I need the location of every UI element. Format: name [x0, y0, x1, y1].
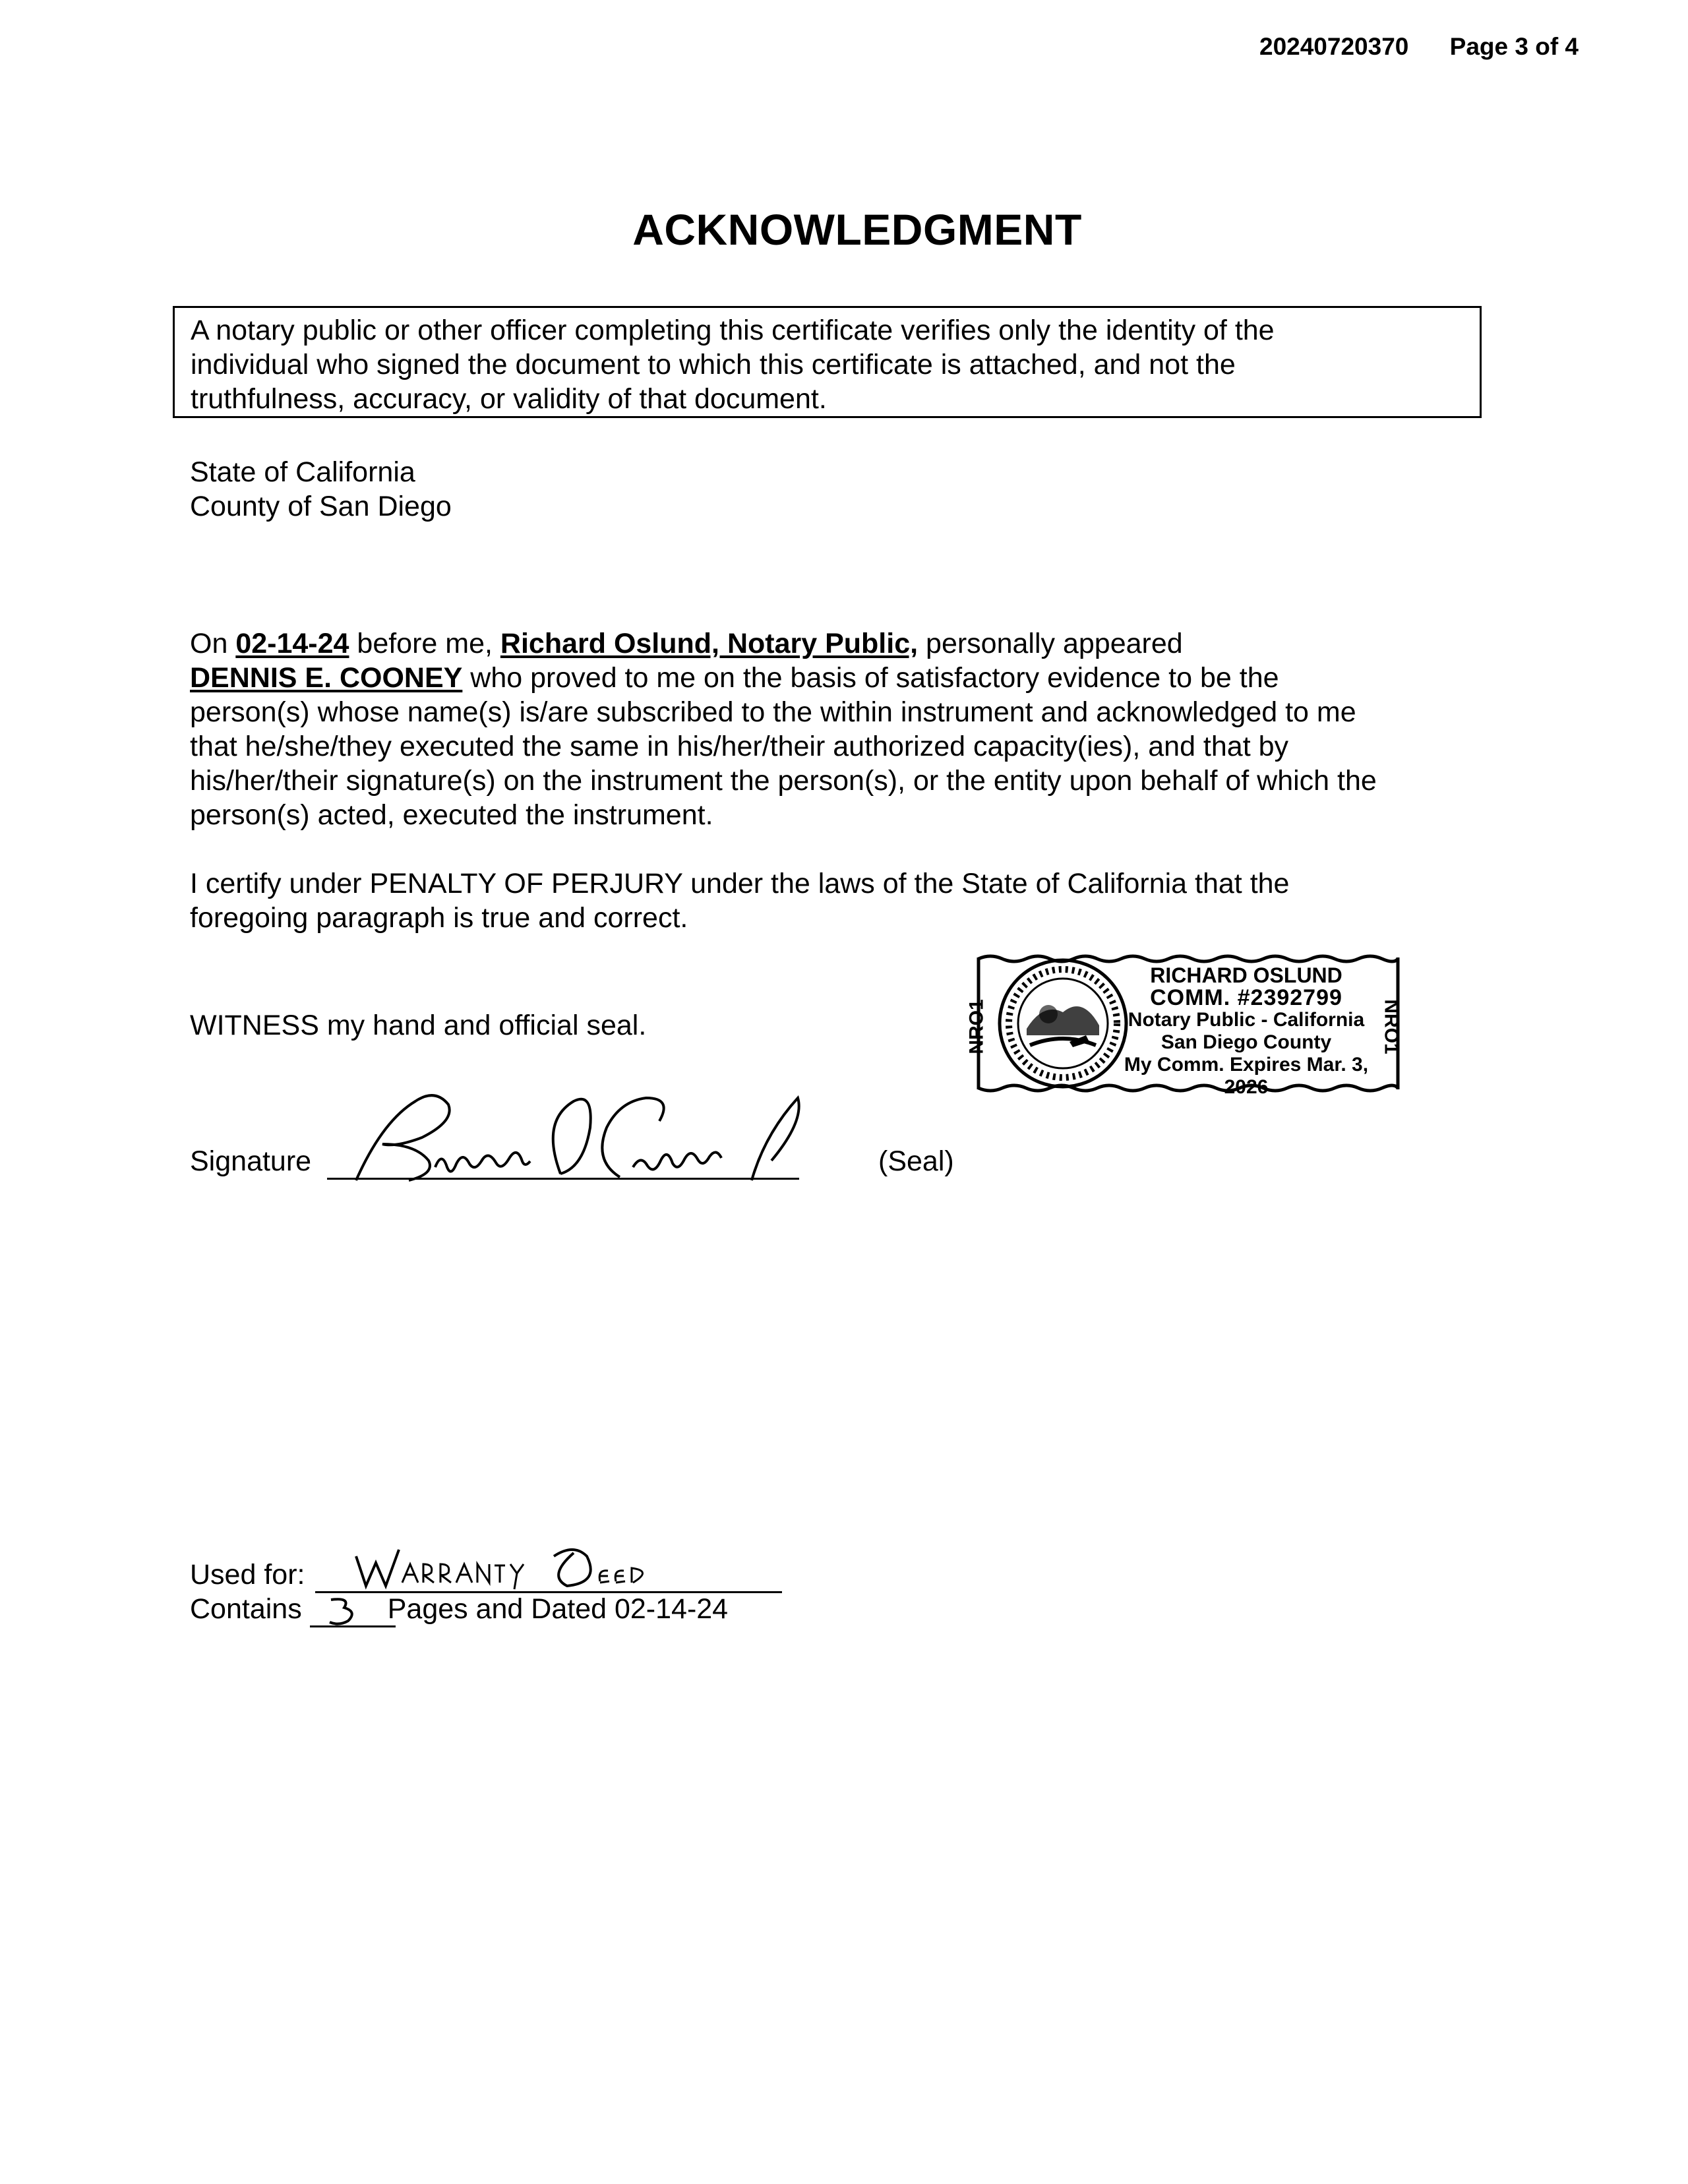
ack-line: person(s) whose name(s) is/are subscribed to the within instrument and acknowledged to me	[190, 696, 1356, 728]
venue-county: County of San Diego	[190, 491, 452, 522]
stamp-commission: COMM. #2392799	[1150, 985, 1342, 1010]
ack-line	[190, 626, 1377, 661]
handwritten-used-for	[349, 1536, 719, 1596]
ack-line: his/her/their signature(s) on the instrument the person(s), or the entity upon behalf of which the	[190, 765, 1377, 797]
stamp-code-left: NRO1	[965, 999, 988, 1054]
disclaimer-line: A notary public or other officer completing this certificate verifies only the identity of the	[191, 315, 1275, 346]
venue-state: State of California	[190, 456, 415, 488]
ack-line	[190, 661, 1377, 695]
disclaimer-line: individual who signed the document to which this certificate is attached, and not the	[191, 349, 1236, 380]
stamp-expiration: My Comm. Expires Mar. 3, 2026	[1124, 1054, 1369, 1098]
acknowledgment-paragraph	[190, 626, 1377, 832]
ack-text: before me,	[349, 628, 500, 659]
pages-dated: Pages and Dated 02-14-24	[387, 1593, 729, 1625]
certify-line: foregoing paragraph is true and correct.	[190, 902, 688, 934]
stamp-county: San Diego County	[1160, 1031, 1332, 1053]
state-seal-icon	[1000, 960, 1126, 1087]
contains-row	[190, 1592, 728, 1626]
page-indicator: Page 3 of 4	[1449, 33, 1579, 60]
stamp-code-right: NRO1	[1380, 999, 1402, 1054]
used-for-label: Used for:	[190, 1559, 305, 1591]
ack-text: who proved to me on the basis of satisfactory evidence to be the	[462, 662, 1279, 694]
signature-label: Signature	[190, 1145, 312, 1177]
officer-name: Richard Oslund, Notary Public,	[500, 628, 919, 659]
signer-name: DENNIS E. COONEY	[190, 662, 463, 694]
witness-statement: WITNESS my hand and official seal.	[190, 1010, 647, 1041]
disclaimer-box	[173, 306, 1482, 418]
page-header	[1259, 33, 1579, 61]
ack-text: On	[190, 628, 236, 659]
stamp-text	[1121, 964, 1372, 1099]
ack-line: that he/she/they executed the same in his/her/their authorized capacity(ies), and that by	[190, 731, 1289, 762]
seal-label: (Seal)	[878, 1145, 954, 1177]
stamp-name: RICHARD OSLUND	[1150, 963, 1342, 987]
venue	[190, 455, 452, 524]
ack-line: person(s) acted, executed the instrument.	[190, 799, 713, 831]
stamp-title: Notary Public - California	[1128, 1009, 1365, 1031]
ack-text: personally appeared	[918, 628, 1183, 659]
document-number: 20240720370	[1259, 33, 1409, 60]
certify-line: I certify under PENALTY OF PERJURY under the laws of the State of California that the	[190, 868, 1290, 899]
ack-date: 02-14-24	[235, 628, 349, 659]
certify-paragraph	[190, 866, 1289, 935]
handwritten-signature	[343, 1081, 818, 1194]
disclaimer-line: truthfulness, accuracy, or validity of that document.	[191, 383, 827, 415]
page-title: ACKNOWLEDGMENT	[632, 205, 1082, 254]
contains-label: Contains	[190, 1593, 302, 1625]
handwritten-contains-value	[324, 1594, 371, 1629]
